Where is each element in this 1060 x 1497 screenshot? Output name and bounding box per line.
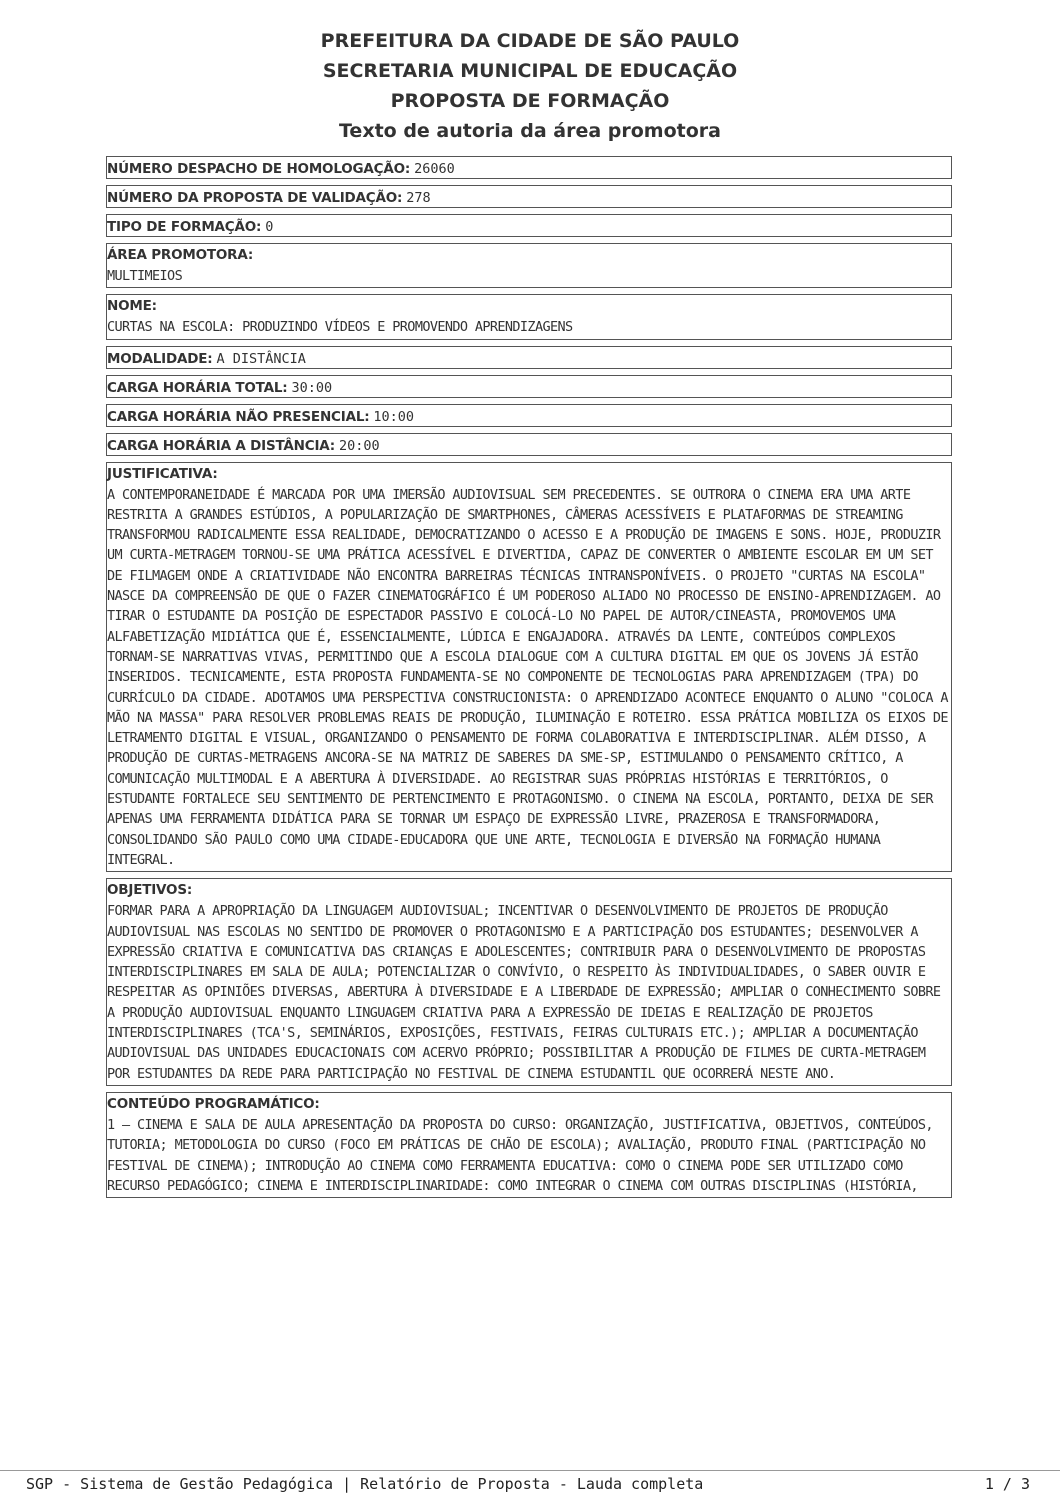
header-secretaria: SECRETARIA MUNICIPAL DE EDUCAÇÃO: [322, 60, 738, 82]
field-carga-total-label: CARGA HORÁRIA TOTAL:: [107, 379, 288, 396]
field-proposta-label: NÚMERO DA PROPOSTA DE VALIDAÇÃO:: [107, 190, 403, 206]
field-carga-nao-presencial: [106, 404, 952, 427]
field-justificativa-label: JUSTIFICATIVA:: [107, 465, 218, 482]
document-header: [0, 26, 1060, 146]
proposal-fields: [106, 156, 956, 1204]
field-conteudo-label: CONTEÚDO PROGRAMÁTICO:: [107, 1095, 320, 1112]
field-despacho-label: NÚMERO DESPACHO DE HOMOLOGAÇÃO:: [107, 161, 411, 177]
field-tipo-value: 0: [265, 219, 274, 235]
field-modalidade-value: A DISTÂNCIA: [216, 350, 306, 367]
field-carga-nao-presencial-label: CARGA HORÁRIA NÃO PRESENCIAL:: [107, 408, 370, 425]
field-modalidade-label: MODALIDADE:: [107, 350, 213, 367]
field-objetivos-value: FORMAR PARA A APROPRIAÇÃO DA LINGUAGEM AUDIOVISUAL; INCENTIVAR O DESENVOLVIMENTO DE PROJETOS DE PRODUÇÃO AUDIOVISUAL NAS ESCOLAS NO SENTIDO DE PROMOVER O PROTAGONISMO E A PARTICIPAÇÃO DOS ESTUDANTES; DESENVOLVER A EXPRESSÃO CRIATIVA E COMUNICATIVA DAS CRIANÇAS E ADOLESCENTES; CONTRIBUIR PARA O DESENVOLVIMENTO DE PROPOSTAS INTERDISCIPLINARES EM SALA DE AULA; POTENCIALIZAR O CONVÍVIO, O RESPEITO ÀS INDIVIDUALIDADES, O SABER OUVIR E RESPEITAR AS OPINIÕES DIVERSAS, ABERTURA À DIVERSIDADE E A LIBERDADE DE EXPRESSÃO; AMPLIAR O CONHECIMENTO SOBRE A PRODUÇÃO AUDIOVISUAL ENQUANTO LINGUAGEM CRIATIVA PARA A EXPRESSÃO DE IDEIAS E REALIZAÇÃO DE PROJETOS INTERDISCIPLINARES (TCA'S, SEMINÁRIOS, EXPOSIÇÕES, FESTIVAIS, FEIRAS CULTURAIS ETC.); AMPLIAR A DOCUMENTAÇÃO AUDIOVISUAL DAS UNIDADES EDUCACIONAIS COM ACERVO PRÓPRIO; POSSIBILITAR A PRODUÇÃO DE FILMES DE CURTA-METRAGEM POR ESTUDANTES DA REDE PARA PARTICIPAÇÃO NO FESTIVAL DE CINEMA ESTUDANTIL QUE OCORRERÁ NESTE ANO.: [107, 903, 948, 1082]
field-modalidade: [106, 346, 952, 369]
header-prefeitura: PREFEITURA DA CIDADE DE SÃO PAULO: [320, 30, 740, 52]
field-carga-distancia-value: 20:00: [339, 437, 380, 454]
field-objetivos-label: OBJETIVOS:: [107, 882, 193, 899]
field-area-value: MULTIMEIOS: [107, 268, 183, 284]
field-nome-value: CURTAS NA ESCOLA: PRODUZINDO VÍDEOS E PROMOVENDO APRENDIZAGENS: [107, 319, 573, 336]
field-carga-total: [106, 375, 952, 398]
field-tipo-label: TIPO DE FORMAÇÃO:: [107, 219, 262, 235]
header-proposta: PROPOSTA DE FORMAÇÃO: [390, 90, 670, 112]
footer-page-number: 1 / 3: [984, 1475, 1030, 1493]
field-conteudo-value: 1 — CINEMA E SALA DE AULA APRESENTAÇÃO DA PROPOSTA DO CURSO: ORGANIZAÇÃO, JUSTIFICATIVA, OBJETIVOS, CONTEÚDOS, TUTORIA; METODOLOGIA DO CURSO (FOCO EM PRÁTICAS DE CHÃO DE ESCOLA); AVALIAÇÃO, PRODUTO FINAL (PARTICIPAÇÃO NO FESTIVAL DE CINEMA); INTRODUÇÃO AO CINEMA COMO FERRAMENTA EDUCATIVA: COMO O CINEMA PODE SER UTILIZADO COMO RECURSO PEDAGÓGICO; CINEMA E INTERDISCIPLINARIDADE: COMO INTEGRAR O CINEMA COM OUTRAS DISCIPLINAS (HISTÓRIA,: [107, 1116, 941, 1194]
field-area-label: ÁREA PROMOTORA:: [107, 247, 254, 263]
field-despacho: [106, 156, 952, 179]
field-despacho-value: 26060: [414, 161, 455, 177]
page-footer: [0, 1470, 1060, 1497]
field-nome-label: NOME:: [107, 298, 157, 315]
field-carga-nao-presencial-value: 10:00: [373, 408, 415, 425]
field-conteudo: [106, 1092, 952, 1198]
footer-system-title: SGP - Sistema de Gestão Pedagógica | Relatório de Proposta - Lauda completa: [26, 1475, 704, 1493]
field-carga-distancia-label: CARGA HORÁRIA A DISTÂNCIA:: [107, 437, 335, 454]
field-carga-distancia: [106, 433, 952, 456]
field-tipo: [106, 214, 952, 237]
field-justificativa: [106, 462, 956, 873]
field-proposta: [106, 185, 952, 208]
field-justificativa-value: A CONTEMPORANEIDADE É MARCADA POR UMA IMERSÃO AUDIOVISUAL SEM PRECEDENTES. SE OUTRORA O CINEMA ERA UMA ARTE RESTRITA A GRANDES ESTÚDIOS, A POPULARIZAÇÃO DE SMARTPHONES, CÂMERAS ACESSÍVEIS E PLATAFORMAS DE STREAMING TRANSFORMOU RADICALMENTE ESSA REALIDADE, DEMOCRATIZANDO O ACESSO E A PRODUÇÃO DE IMAGENS E SONS. HOJE, PRODUZIR UM CURTA-METRAGEM TORNOU-SE UMA PRÁTICA ACESSÍVEL E DIVERTIDA, CAPAZ DE CONVERTER O AMBIENTE ESCOLAR EM UM SET DE FILMAGEM ONDE A CRIATIVIDADE NÃO ENCONTRA BARREIRAS TÉCNICAS INTRANSPONÍVEIS. O PROJETO "CURTAS NA ESCOLA" NASCE DA COMPREENSÃO DE QUE O FAZER CINEMATOGRÁFICO É UM PODEROSO ALIADO NO PROCESSO DE ENSINO-APRENDIZAGEM. AO TIRAR O ESTUDANTE DA POSIÇÃO DE ESPECTADOR PASSIVO E COLOCÁ-LO NO PAPEL DE AUTOR/CINEASTA, PROMOVEMOS UMA ALFABETIZAÇÃO MIDIÁTICA QUE É, ESSENCIALMENTE, LÚDICA E ENGAJADORA. ATRAVÉS DA LENTE, CONTEÚDOS COMPLEXOS TORNAM-SE NARRATIVAS VIVAS, PERMITINDO QUE A ESCOLA DIALOGUE COM A CULTURA DIGITAL EM QUE OS JOVENS JÁ ESTÃO INSERIDOS. TECNICAMENTE, ESTA PROPOSTA FUNDAMENTA-SE NO COMPONENTE DE TECNOLOGIAS PARA APRENDIZAGEM (TPA) DO CURRÍCULO DA CIDADE. ADOTAMOS UMA PERSPECTIVA CONSTRUCIONISTA: O APRENDIZADO ACONTECE ENQUANTO O ALUNO "COLOCA A MÃO NA MASSA" PARA RESOLVER PROBLEMAS REAIS DE PRODUÇÃO, ILUMINAÇÃO E ROTEIRO. ESSA PRÁTICA MOBILIZA OS EIXOS DE LETRAMENTO DIGITAL E VISUAL, ORGANIZANDO O PENSAMENTO DE FORMA COLABORATIVA E INTERDISCIPLINAR. ALÉM DISSO, A PRODUÇÃO DE CURTAS-METRAGENS ANCORA-SE NA MATRIZ DE SABERES DA SME-SP, ESTIMULANDO O PENSAMENTO CRÍTICO, A COMUNICAÇÃO MULTIMODAL E A ABERTURA À DIVERSIDADE. AO REGISTRAR SUAS PRÓPRIAS HISTÓRIAS E TERRITÓRIOS, O ESTUDANTE FORTALECE SEU SENTIMENTO DE PERTENCIMENTO E PROTAGONISMO. O CINEMA NA ESCOLA, PORTANTO, DEIXA DE SER APENAS UMA FERRAMENTA DIDÁTICA PARA SE TORNAR UM ESPAÇO DE EXPRESSÃO LIVRE, PRAZEROSA E TRANSFORMADORA, CONSOLIDANDO SÃO PAULO COMO UMA CIDADE-EDUCADORA QUE UNE ARTE, TECNOLOGIA E DIVERSÃO NA FORMAÇÃO HUMANA INTEGRAL.: [107, 486, 956, 868]
field-carga-total-value: 30:00: [291, 379, 333, 396]
field-area: [106, 243, 952, 288]
field-nome: [106, 294, 952, 339]
header-subtitle: Texto de autoria da área promotora: [339, 120, 721, 142]
field-proposta-value: 278: [406, 190, 431, 206]
field-objetivos: [106, 878, 952, 1086]
